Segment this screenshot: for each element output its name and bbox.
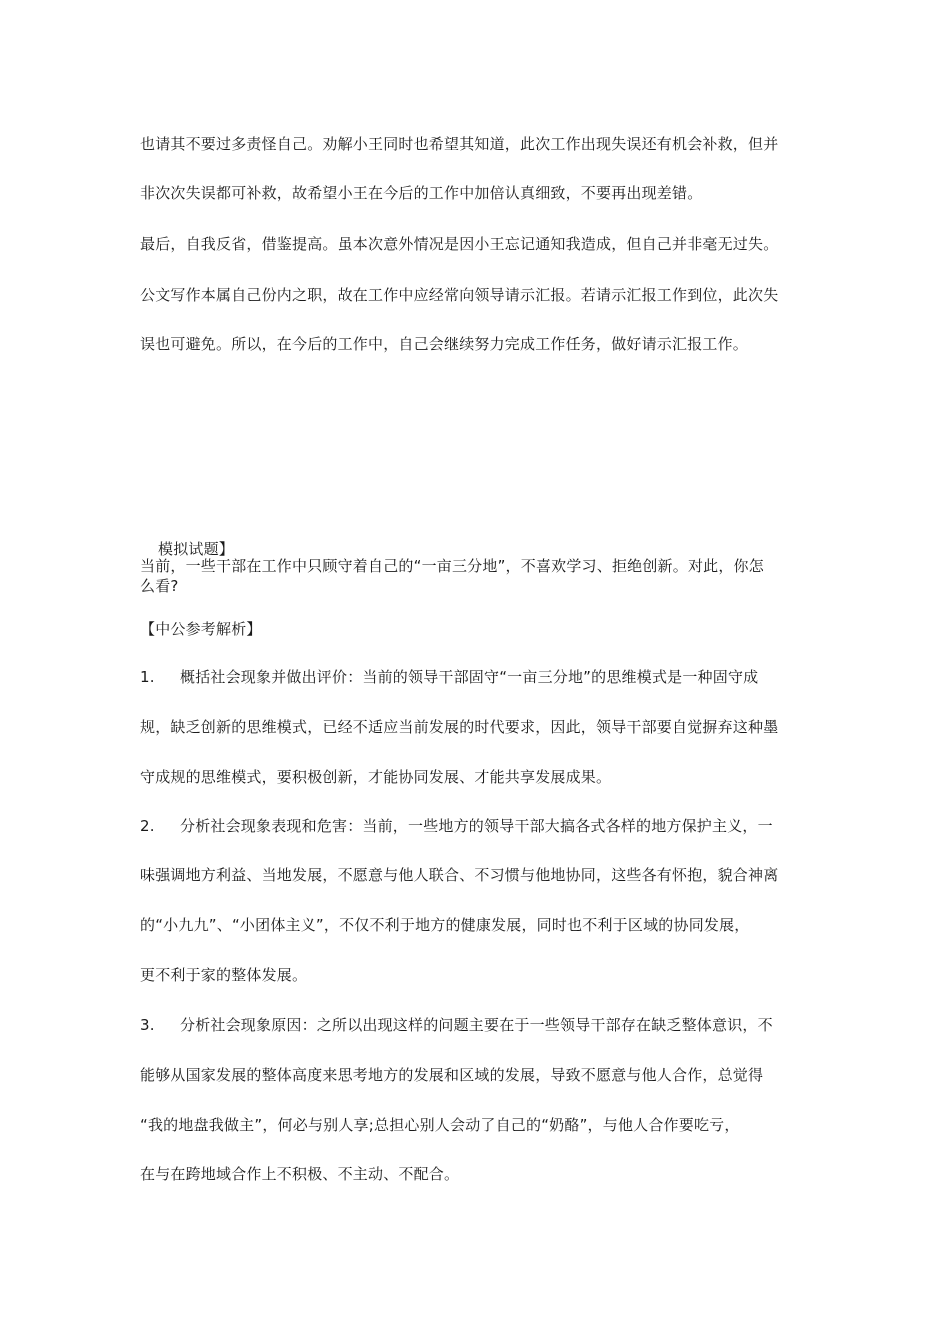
point-first-line (140, 668, 820, 686)
point-line: 能够从国家发展的整体高度来思考地方的发展和区域的发展，导致不愿意与他人合作，总觉得 (140, 1066, 764, 1084)
analysis-header: 【中公参考解析】 (140, 620, 262, 638)
point-line: “我的地盘我做主”，何必与别人享;总担心别人会动了自己的“奶酪”，与他人合作要吃亏， (140, 1116, 740, 1134)
point-line: 更不利于家的整体发展。 (140, 966, 308, 984)
point-number: 1. (140, 668, 155, 686)
point-first-line (140, 817, 820, 835)
point-line: 守成规的思维模式，要积极创新，才能协同发展、才能共享发展成果。 (140, 768, 612, 786)
point-line: 的“小九九”、“小团体主义”，不仅不利于地方的健康发展，同时也不利于区域的协同发展， (140, 916, 750, 934)
point-number: 3. (140, 1016, 155, 1034)
paragraph-line: 最后，自我反省，借鉴提高。虽本次意外情况是因小王忘记通知我造成，但自己并非毫无过失。 (140, 235, 779, 253)
point-number: 2. (140, 817, 155, 835)
question-text: 么看? (140, 577, 179, 595)
question-header: 模拟试题】 (158, 540, 235, 558)
point-line: 在与在跨地域合作上不积极、不主动、不配合。 (140, 1165, 460, 1183)
paragraph-line: 非次次失误都可补救，故希望小王在今后的工作中加倍认真细致，不要再出现差错。 (140, 184, 703, 202)
paragraph-line: 误也可避免。所以，在今后的工作中，自己会继续努力完成工作任务，做好请示汇报工作。 (140, 335, 749, 353)
paragraph-line: 也请其不要过多责怪自己。劝解小王同时也希望其知道，此次工作出现失误还有机会补救，但并 (140, 135, 779, 153)
point-text: 分析社会现象原因：之所以出现这样的问题主要在于一些领导干部存在缺乏整体意识，不 (180, 1016, 773, 1034)
point-line: 味强调地方利益、当地发展，不愿意与他人联合、不习惯与他地协同，这些各有怀抱，貌合神离 (140, 866, 779, 884)
question-text: 当前，一些干部在工作中只顾守着自己的“一亩三分地”，不喜欢学习、拒绝创新。对此，你怎 (140, 557, 764, 575)
point-line: 规，缺乏创新的思维模式，已经不适应当前发展的时代要求，因此，领导干部要自觉摒弃这种墨 (140, 718, 779, 736)
point-text: 分析社会现象表现和危害：当前，一些地方的领导干部大搞各式各样的地方保护主义，一 (180, 817, 773, 835)
point-first-line (140, 1016, 820, 1034)
point-text: 概括社会现象并做出评价：当前的领导干部固守“一亩三分地”的思维模式是一种固守成 (180, 668, 759, 686)
paragraph-line: 公文写作本属自己份内之职，故在工作中应经常向领导请示汇报。若请示汇报工作到位，此次失 (140, 286, 779, 304)
